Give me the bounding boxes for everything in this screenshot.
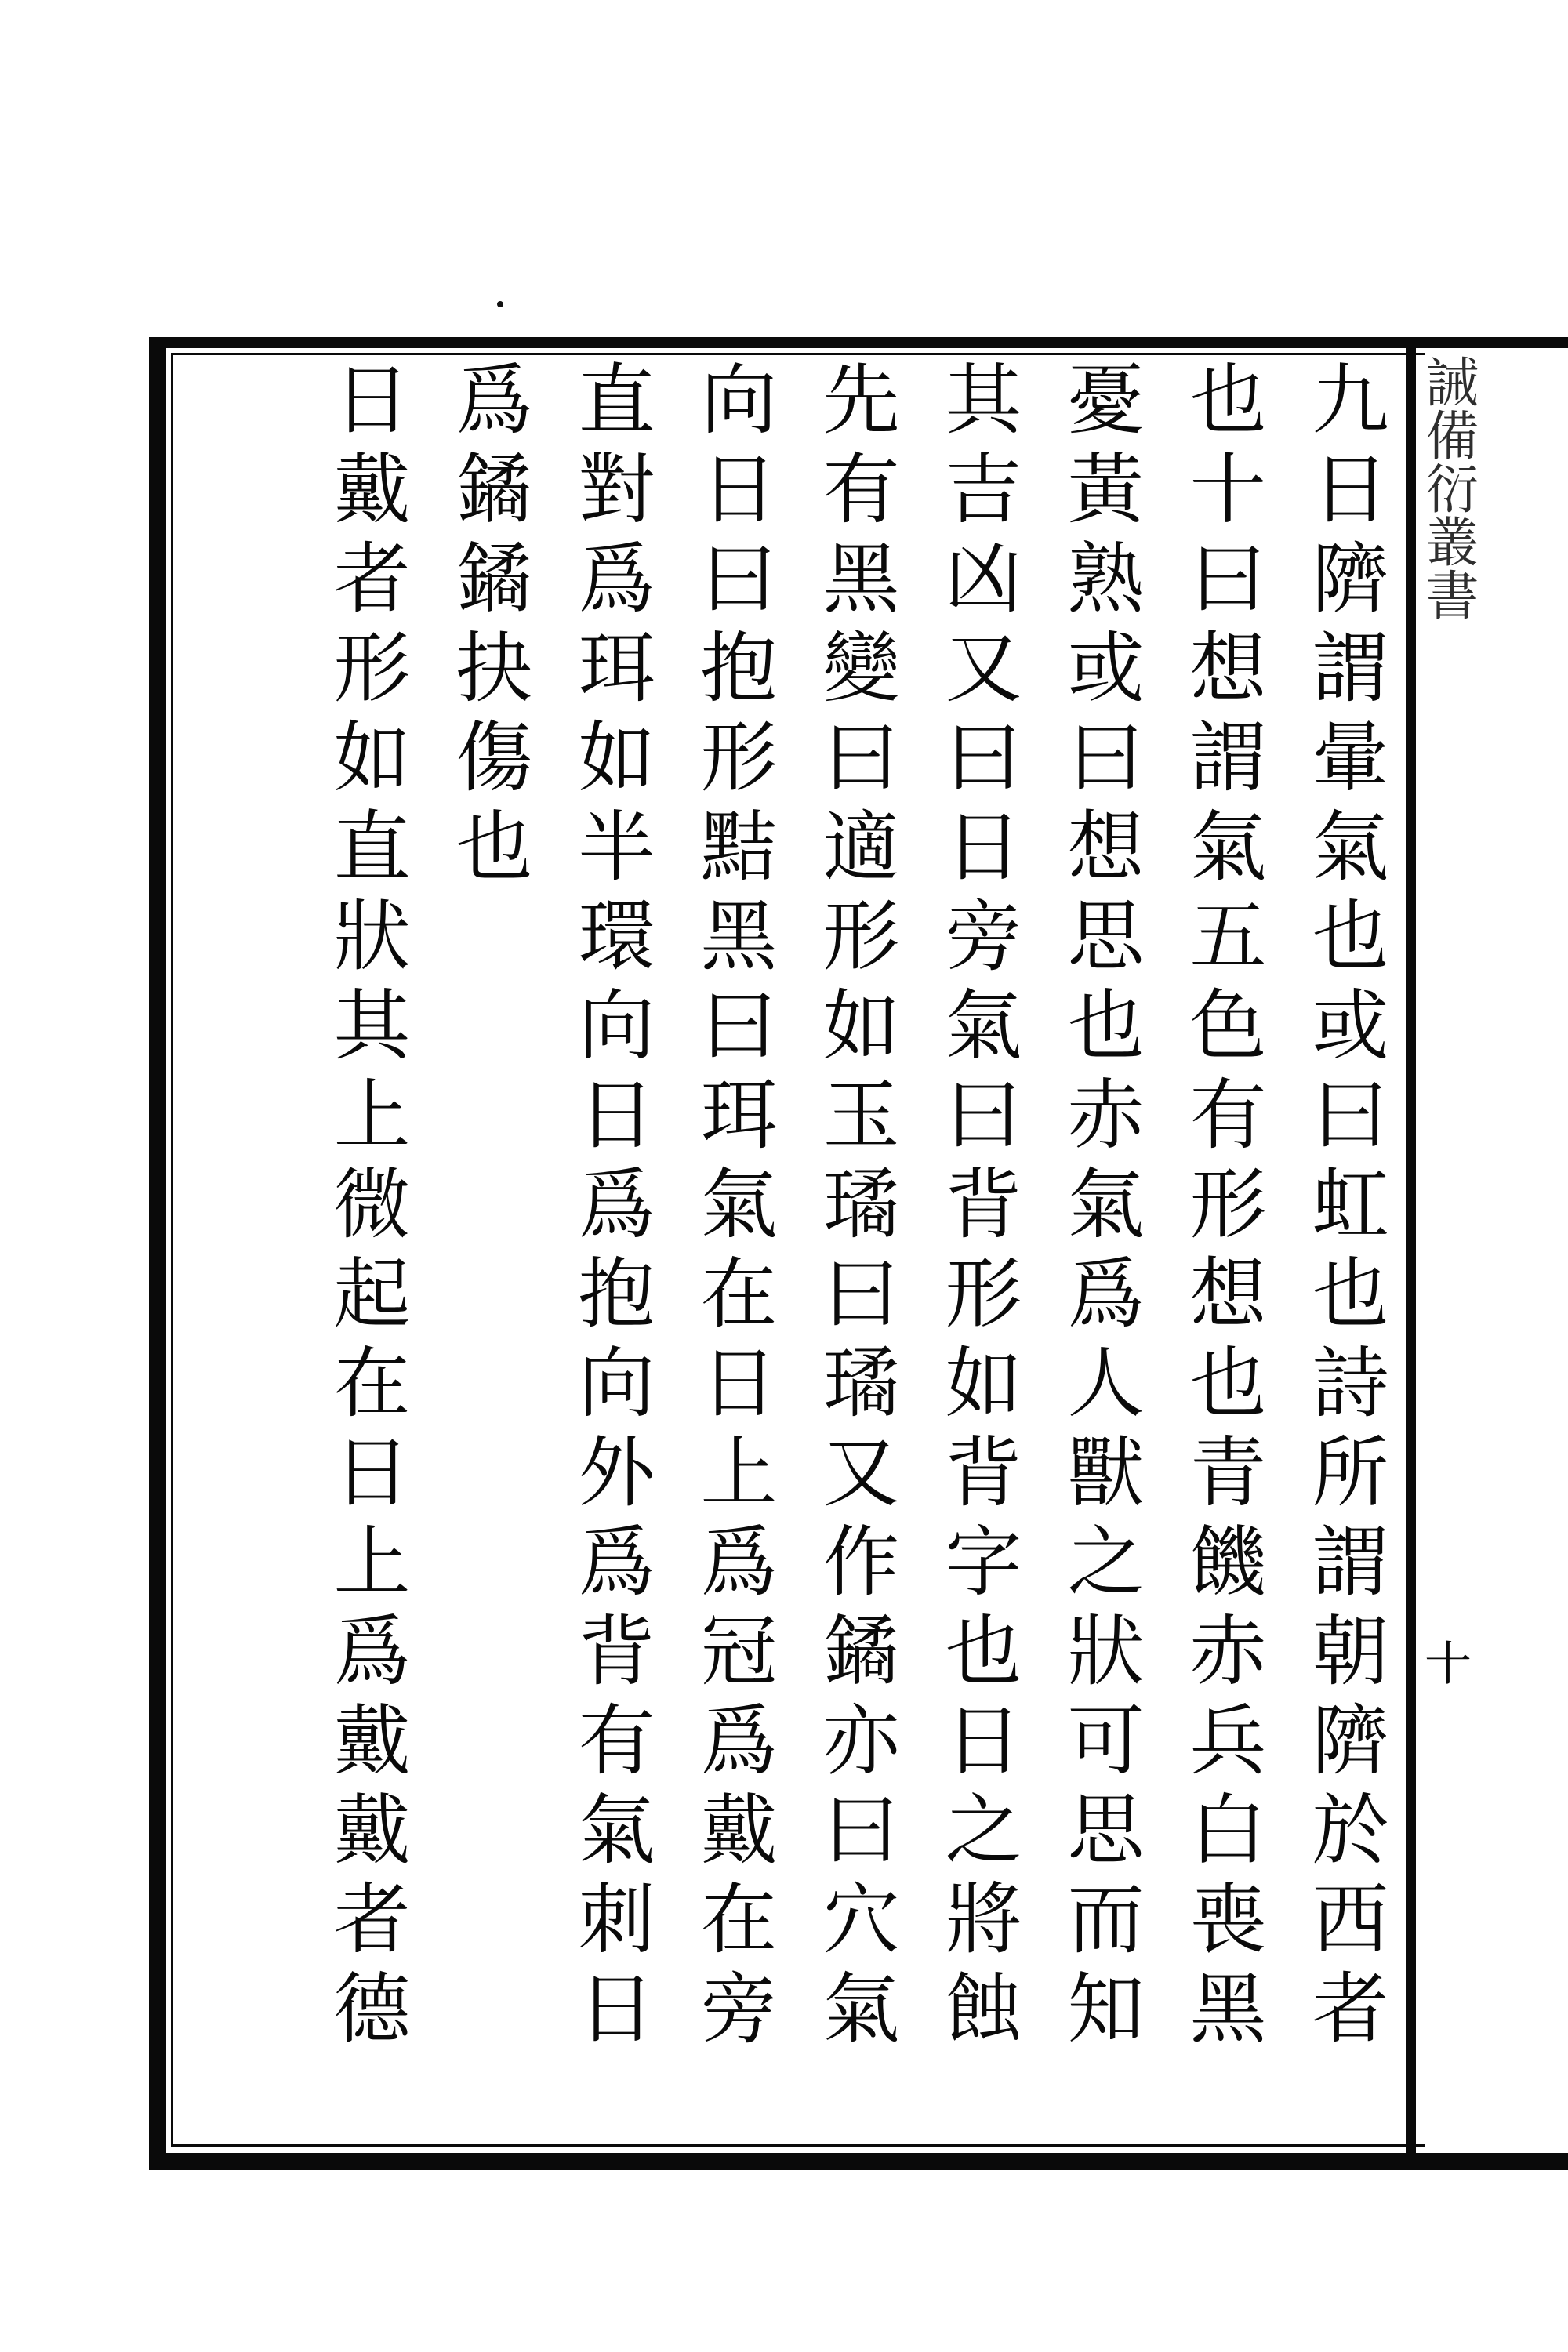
text-column-5: 先有黑變曰適形如玉璚曰璚又作鐍亦曰穴氣 bbox=[810, 359, 899, 2057]
centre-strip-title: 誡備衍叢書 bbox=[1417, 354, 1479, 621]
text-column-3: 憂黃熟或曰想思也赤氣爲人獸之狀可思而知 bbox=[1054, 359, 1144, 2057]
text-column-8: 爲鐍鐍抉傷也 bbox=[443, 359, 532, 895]
ink-speck bbox=[497, 301, 503, 307]
text-column-2: 也十曰想謂氣五色有形想也青饑赤兵白喪黑 bbox=[1177, 359, 1266, 2057]
vertical-text-block bbox=[182, 359, 1405, 2140]
text-column-1: 九日隮謂暈氣也或曰虹也詩所謂朝隮於西者 bbox=[1299, 359, 1388, 2057]
folio-number: 十 bbox=[1417, 1639, 1472, 1686]
text-column-4: 其吉凶又曰日旁氣曰背形如背字也日之將蝕 bbox=[932, 359, 1022, 2057]
text-column-7: 直對爲珥如半環向日爲抱向外爲背有氣刺日 bbox=[565, 359, 655, 2057]
text-column-6: 向日曰抱形黠黑曰珥氣在日上爲冠爲戴在旁 bbox=[688, 359, 777, 2057]
text-column-9: 日戴者形如直狀其上微起在日上爲戴戴者德 bbox=[321, 359, 410, 2057]
